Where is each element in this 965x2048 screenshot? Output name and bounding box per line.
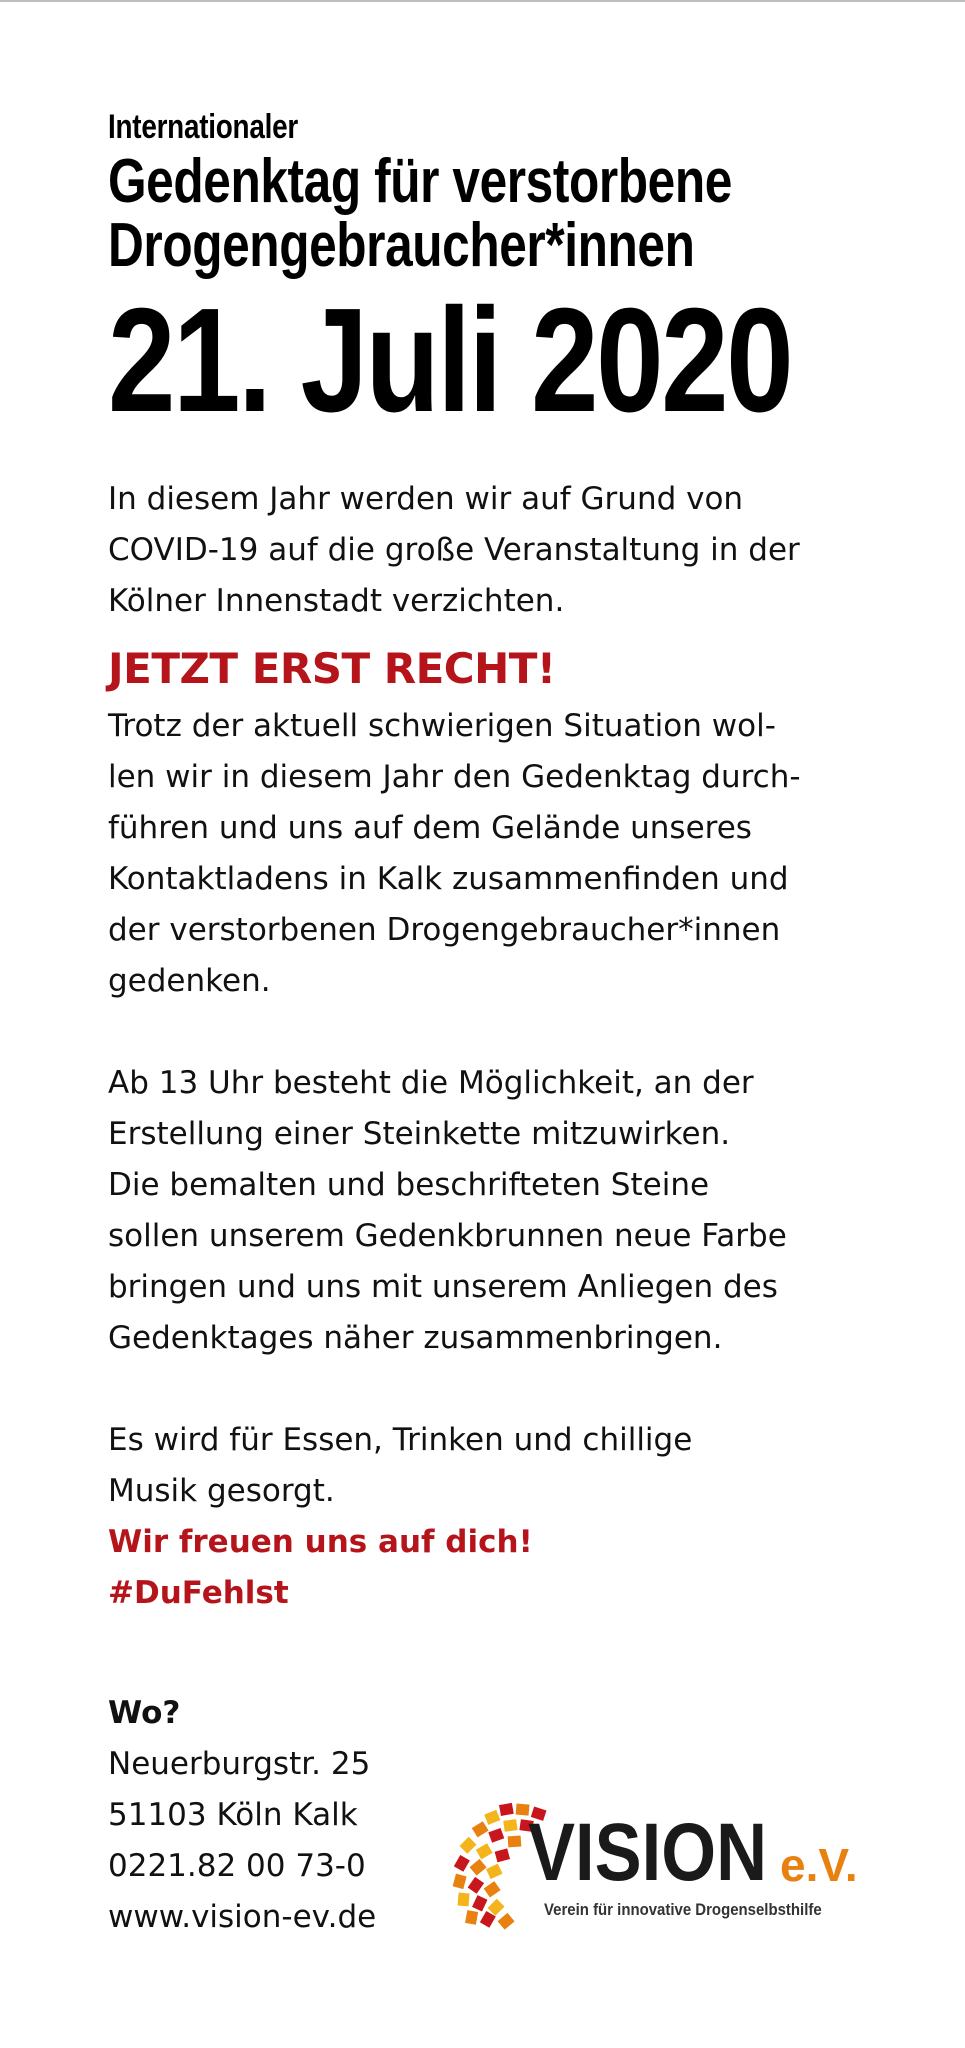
paragraph3-line-1: Es wird für Essen, Trinken und chillige	[108, 1422, 693, 1458]
paragraph3-line-2: Musik gesorgt.	[108, 1473, 335, 1509]
top-border-line	[0, 0, 965, 2]
spacer	[108, 1007, 888, 1058]
location-phone: 0221.82 00 73-0	[108, 1848, 366, 1884]
flyer-body	[108, 474, 888, 1619]
paragraph2-line-5: bringen und uns mit unserem Anliegen des	[108, 1269, 778, 1305]
slogan-headline: JETZT ERST RECHT!	[108, 644, 556, 693]
logo-suffix: e.V.	[780, 1839, 858, 1891]
logo-wordmark: VISION	[528, 1807, 768, 1898]
paragraph1-line-5: der verstorbenen Drogengebraucher*innen	[108, 912, 781, 948]
intro-line-2: COVID-19 auf die große Veranstaltung in der	[108, 532, 800, 568]
location-label: Wo?	[108, 1695, 181, 1731]
closing-greeting: Wir freuen uns auf dich!	[108, 1524, 533, 1560]
intro-line-1: In diesem Jahr werden wir auf Grund von	[108, 481, 744, 517]
page-heading	[108, 104, 908, 443]
paragraph2-line-1: Ab 13 Uhr besteht die Möglichkeit, an der	[108, 1065, 754, 1101]
location-website[interactable]: www.vision-ev.de	[108, 1899, 377, 1935]
logo-tagline: Verein für innovative Drogenselbsthilfe	[544, 1900, 822, 1919]
location-street: Neuerburgstr. 25	[108, 1746, 371, 1782]
paragraph2-line-4: sollen unserem Gedenkbrunnen neue Farbe	[108, 1218, 787, 1254]
heading-line-1: Internationaler	[108, 108, 298, 146]
heading-line-2: Gedenktag für verstorbene	[108, 147, 732, 216]
intro-line-3: Kölner Innenstadt verzichten.	[108, 583, 565, 619]
paragraph2-line-3: Die bemalten und beschrifteten Steine	[108, 1167, 710, 1203]
paragraph1-line-2: len wir in diesem Jahr den Gedenktag durch-	[108, 759, 801, 795]
paragraph1-line-6: gedenken.	[108, 963, 271, 999]
heading-line-3: Drogengebraucher*innen	[108, 211, 695, 280]
vision-logo	[448, 1800, 868, 1940]
paragraph1-line-1: Trotz der aktuell schwierigen Situation wol-	[108, 708, 776, 744]
spacer	[108, 1364, 888, 1415]
event-date: 21. Juli 2020	[108, 278, 792, 443]
paragraph2-line-2: Erstellung einer Steinkette mitzuwirken.	[108, 1116, 731, 1152]
closing-hashtag: #DuFehlst	[108, 1575, 289, 1611]
paragraph2-line-6: Gedenktages näher zusammenbringen.	[108, 1320, 723, 1356]
paragraph1-line-4: Kontaktladens in Kalk zusammenfinden und	[108, 861, 789, 897]
location-city: 51103 Köln Kalk	[108, 1797, 358, 1833]
paragraph1-line-3: führen und uns auf dem Gelände unseres	[108, 810, 752, 846]
location-block	[108, 1688, 468, 1943]
